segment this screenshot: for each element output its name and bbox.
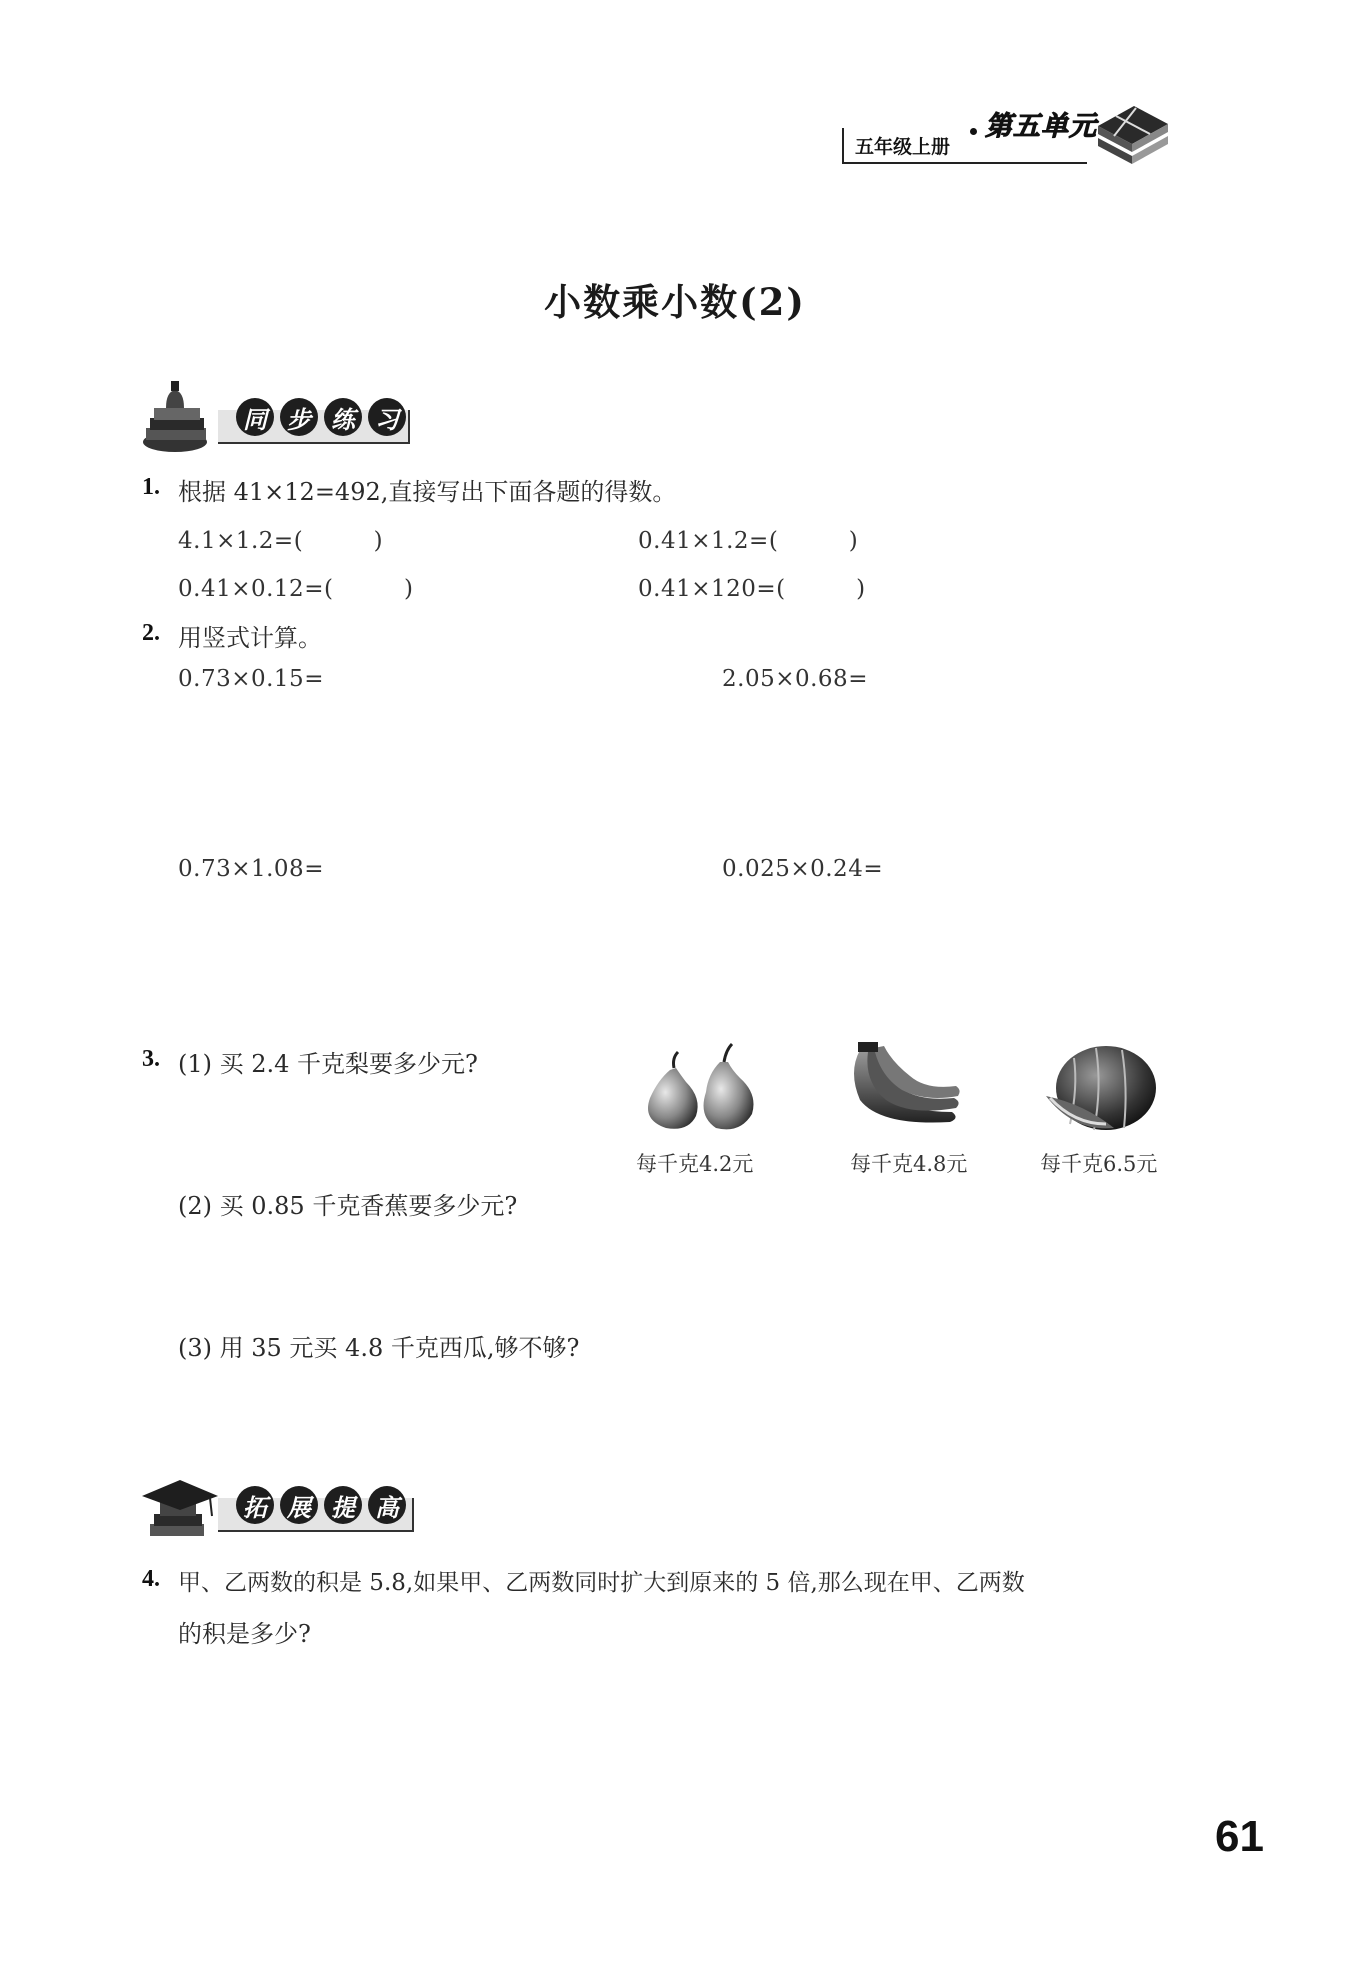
calc-item: 0.41×120=( ) [638, 576, 866, 602]
watermelon-icon [1044, 1044, 1160, 1136]
calc-item: 0.73×0.15= [178, 666, 324, 692]
pear-price: 每千克4.2元 [636, 1152, 754, 1176]
books-stack-icon [1088, 96, 1170, 166]
question-text: 甲、乙两数的积是 5.8,如果甲、乙两数同时扩大到原来的 5 倍,那么现在甲、乙两数 [178, 1570, 1025, 1596]
question-number: 4. [142, 1566, 160, 1592]
pear-icon [636, 1040, 760, 1132]
question-text-cont: 的积是多少? [178, 1620, 311, 1648]
practice-char: 习 [368, 398, 406, 436]
unit-label: 第五单元 [985, 111, 1097, 142]
question-part: (1) 买 2.4 千克梨要多少元? [178, 1050, 478, 1078]
practice-char: 步 [280, 398, 318, 436]
extension-char: 提 [324, 1486, 362, 1524]
grade-label: 五年级上册 [855, 136, 951, 158]
calc-item: 0.73×1.08= [178, 856, 324, 882]
banana-price: 每千克4.8元 [850, 1152, 968, 1176]
question-part: (3) 用 35 元买 4.8 千克西瓜,够不够? [178, 1334, 580, 1362]
extension-char: 拓 [236, 1486, 274, 1524]
practice-char: 同 [236, 398, 274, 436]
page-number: 61 [1215, 1812, 1264, 1861]
calc-item: 2.05×0.68= [722, 666, 868, 692]
banana-icon [840, 1042, 964, 1132]
extension-char: 高 [368, 1486, 406, 1524]
calc-item: 0.41×1.2=( ) [638, 528, 859, 554]
question-text: 根据 41×12=492,直接写出下面各题的得数。 [178, 478, 677, 506]
question-number: 3. [142, 1046, 160, 1072]
question-text: 用竖式计算。 [178, 624, 322, 652]
header-dot [970, 128, 977, 135]
extension-char: 展 [280, 1486, 318, 1524]
question-number: 2. [142, 620, 160, 646]
calc-item: 4.1×1.2=( ) [178, 528, 384, 554]
practice-char: 练 [324, 398, 362, 436]
question-part: (2) 买 0.85 千克香蕉要多少元? [178, 1192, 518, 1220]
watermelon-price: 每千克6.5元 [1040, 1152, 1158, 1176]
extension-section-banner [158, 1486, 414, 1526]
practice-section-banner [158, 398, 410, 438]
page-title: 小数乘小数(2) [544, 280, 806, 324]
question-number: 1. [142, 474, 160, 500]
calc-item: 0.025×0.24= [722, 856, 884, 882]
calc-item: 0.41×0.12=( ) [178, 576, 414, 602]
